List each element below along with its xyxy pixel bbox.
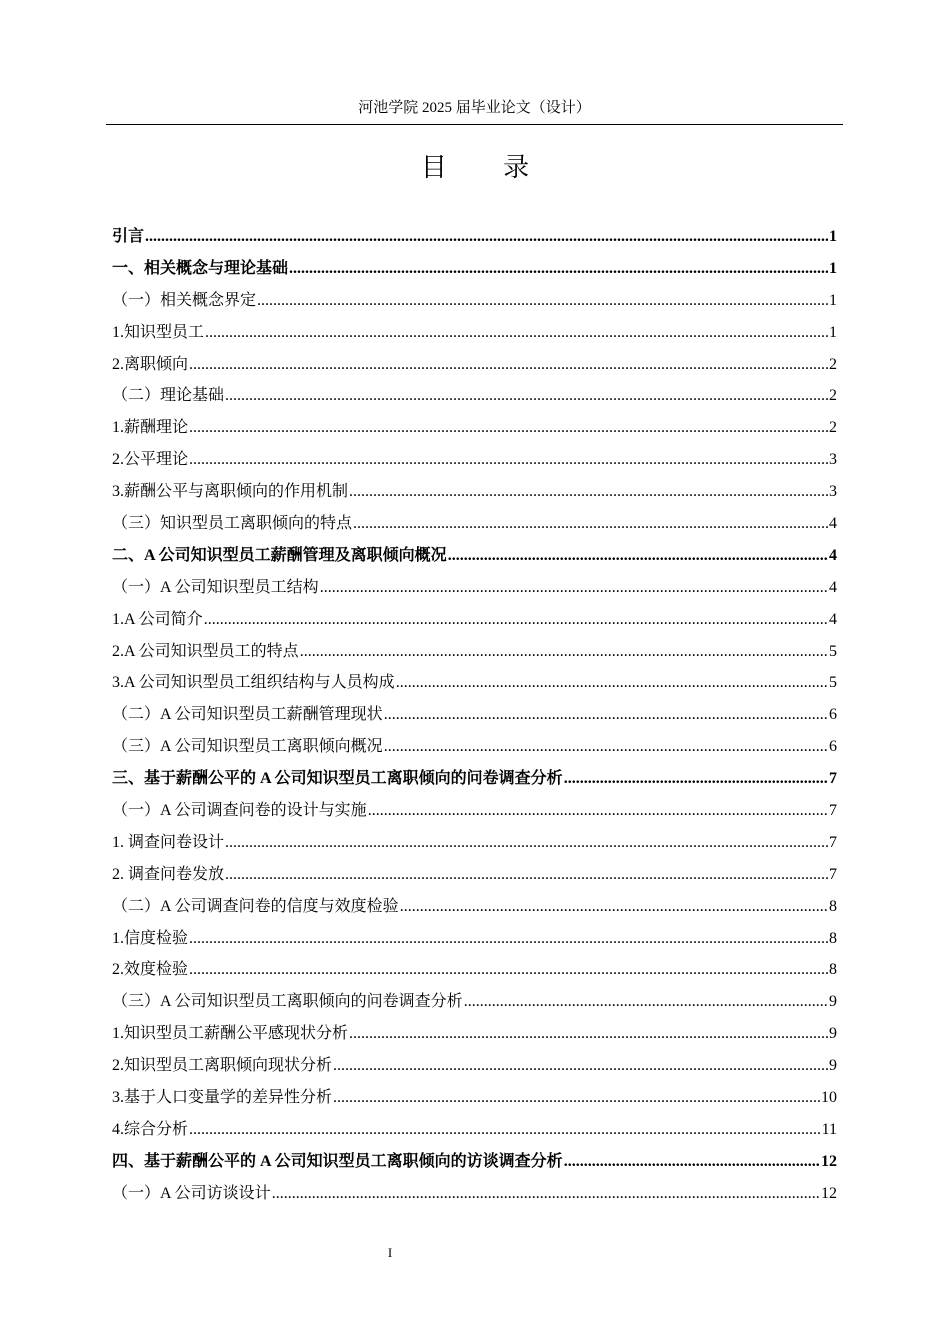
toc-entry[interactable] [112,795,837,827]
toc-entry-page: 11 [821,1120,837,1138]
toc-entry-label: 四、基于薪酬公平的 A 公司知识型员工离职倾向的访谈调查分析 [112,1152,563,1170]
toc-entry-page: 8 [829,961,837,979]
toc-entry-label: （一）A 公司调查问卷的设计与实施 [112,802,367,820]
running-header: 河池学院 2025 届毕业论文（设计） [358,100,591,116]
toc-entry-label: 三、基于薪酬公平的 A 公司知识型员工离职倾向的问卷调查分析 [112,770,563,788]
toc-entry-label: 2.离职倾向 [112,355,189,373]
toc-entry-page: 6 [829,706,837,724]
toc-entry[interactable] [112,859,837,891]
toc-entry-label: 1. 调查问卷设计 [112,833,225,851]
toc-entry-label: 2.A 公司知识型员工的特点 [112,642,299,660]
toc-leader-dots [564,763,828,795]
toc-entry-label: （一）相关概念界定 [112,291,257,309]
toc-entry-page: 12 [821,1152,837,1170]
toc-entry[interactable] [112,731,837,763]
toc-entry[interactable] [112,1050,837,1082]
toc-entry-label: （三）知识型员工离职倾向的特点 [112,515,353,533]
toc-entry[interactable] [112,1114,837,1146]
toc-entry-page: 7 [829,833,837,851]
toc-entry-page: 5 [829,674,837,692]
toc-entry-page: 2 [829,387,837,405]
toc-entry-label: 3.基于人口变量学的差异性分析 [112,1089,333,1107]
toc-entry-label: 1.知识型员工 [112,323,205,341]
toc-entry-page: 2 [829,355,837,373]
toc-entry[interactable] [112,1082,837,1114]
toc-leader-dots [333,1082,820,1114]
toc-entry-page: 7 [829,865,837,883]
toc-entry-page: 9 [829,1025,837,1043]
toc-entry-label: 3.薪酬公平与离职倾向的作用机制 [112,483,349,501]
toc-entry-label: 1.信度检验 [112,929,189,947]
toc-entry-page: 9 [829,993,837,1011]
toc-entry[interactable] [112,412,837,444]
toc-entry-label: 3.A 公司知识型员工组织结构与人员构成 [112,674,395,692]
toc-entry[interactable] [112,604,837,636]
toc-entry-label: （二）A 公司知识型员工薪酬管理现状 [112,706,383,724]
toc-entry-label: （三）A 公司知识型员工离职倾向的问卷调查分析 [112,993,463,1011]
toc-leader-dots [204,604,828,636]
toc-entry-page: 3 [829,483,837,501]
toc-entry[interactable] [112,667,837,699]
toc-entry-page: 2 [829,419,837,437]
toc-entry-page: 4 [829,610,837,628]
toc-leader-dots [189,954,828,986]
toc-leader-dots [205,317,828,349]
toc-entry[interactable] [112,954,837,986]
toc-entry[interactable] [112,1018,837,1050]
toc-entry-label: 2. 调查问卷发放 [112,865,225,883]
page-number: I [387,1245,393,1260]
toc-leader-dots [189,412,828,444]
header-rule [106,124,843,125]
toc-entry-page: 1 [829,259,837,277]
toc-leader-dots [349,476,828,508]
toc-entry-page: 1 [829,291,837,309]
toc-entry-label: （一）A 公司知识型员工结构 [112,578,319,596]
toc-entry[interactable] [112,827,837,859]
toc-entry-label: 2.知识型员工离职倾向现状分析 [112,1057,333,1075]
toc-entry[interactable] [112,1178,837,1210]
toc-leader-dots [289,253,828,285]
toc-leader-dots [145,221,828,253]
toc-entry-page: 5 [829,642,837,660]
toc-entry-page: 8 [829,897,837,915]
toc-leader-dots [189,1114,821,1146]
toc-leader-dots [396,667,828,699]
toc-entry[interactable] [112,444,837,476]
toc-entry-page: 12 [821,1184,837,1202]
toc-entry-page: 8 [829,929,837,947]
toc-entry[interactable] [112,699,837,731]
toc-entry-page: 4 [829,546,837,564]
toc-entry[interactable] [112,508,837,540]
toc-leader-dots [353,508,828,540]
toc-leader-dots [320,572,828,604]
toc-entry-page: 4 [829,515,837,533]
toc-entry[interactable] [112,349,837,381]
toc-entry-label: （三）A 公司知识型员工离职倾向概况 [112,738,383,756]
toc-entry-label: （二）A 公司调查问卷的信度与效度检验 [112,897,399,915]
toc-entry[interactable] [112,285,837,317]
toc-leader-dots [564,1146,820,1178]
toc-entry[interactable] [112,380,837,412]
toc-entry-label: 二、A 公司知识型员工薪酬管理及离职倾向概况 [112,546,447,564]
toc-entry-page: 10 [821,1089,837,1107]
toc-entry-page: 7 [829,802,837,820]
toc-leader-dots [189,444,828,476]
toc-leader-dots [448,540,828,572]
toc-leader-dots [349,1018,828,1050]
toc-entry[interactable] [112,476,837,508]
toc-leader-dots [225,859,828,891]
toc-entry[interactable] [112,986,837,1018]
toc-leader-dots [189,923,828,955]
toc-leader-dots [464,986,828,1018]
toc-entry[interactable] [112,763,837,795]
toc-leader-dots [384,699,828,731]
toc-leader-dots [384,731,828,763]
toc-entry[interactable] [112,253,837,285]
toc-leader-dots [368,795,828,827]
toc-entry-page: 1 [829,228,837,245]
toc-entry[interactable] [112,891,837,923]
toc-entry-label: （二）理论基础 [112,387,225,405]
toc-entry-page: 6 [829,738,837,756]
toc-entry-label: 2.公平理论 [112,451,189,469]
toc-entry-page: 4 [829,578,837,596]
toc-entry-label: 1.A 公司简介 [112,610,203,628]
toc-entry[interactable] [112,540,837,572]
toc-entry[interactable] [112,636,837,668]
toc-leader-dots [272,1178,820,1210]
toc-entry-label: 一、相关概念与理论基础 [112,259,289,277]
toc-leader-dots [225,380,828,412]
toc-leader-dots [189,349,828,381]
toc-entry-label: 引言 [112,228,145,245]
toc-entry[interactable] [112,221,837,253]
toc-entry-page: 1 [829,323,837,341]
toc-entry-label: 2.效度检验 [112,961,189,979]
toc-leader-dots [333,1050,828,1082]
table-of-contents [112,221,837,1210]
toc-entry-page: 9 [829,1057,837,1075]
toc-leader-dots [400,891,828,923]
toc-entry-label: 4.综合分析 [112,1120,189,1138]
toc-entry[interactable] [112,572,837,604]
toc-entry-label: 1.知识型员工薪酬公平感现状分析 [112,1025,349,1043]
toc-entry-label: （一）A 公司访谈设计 [112,1184,271,1202]
toc-leader-dots [225,827,828,859]
toc-entry[interactable] [112,1146,837,1178]
toc-entry[interactable] [112,923,837,955]
toc-entry-page: 7 [829,770,837,788]
toc-title: 目 录 [420,153,554,183]
toc-entry-page: 3 [829,451,837,469]
toc-entry[interactable] [112,317,837,349]
toc-leader-dots [300,636,828,668]
toc-leader-dots [257,285,828,317]
toc-entry-label: 1.薪酬理论 [112,419,189,437]
